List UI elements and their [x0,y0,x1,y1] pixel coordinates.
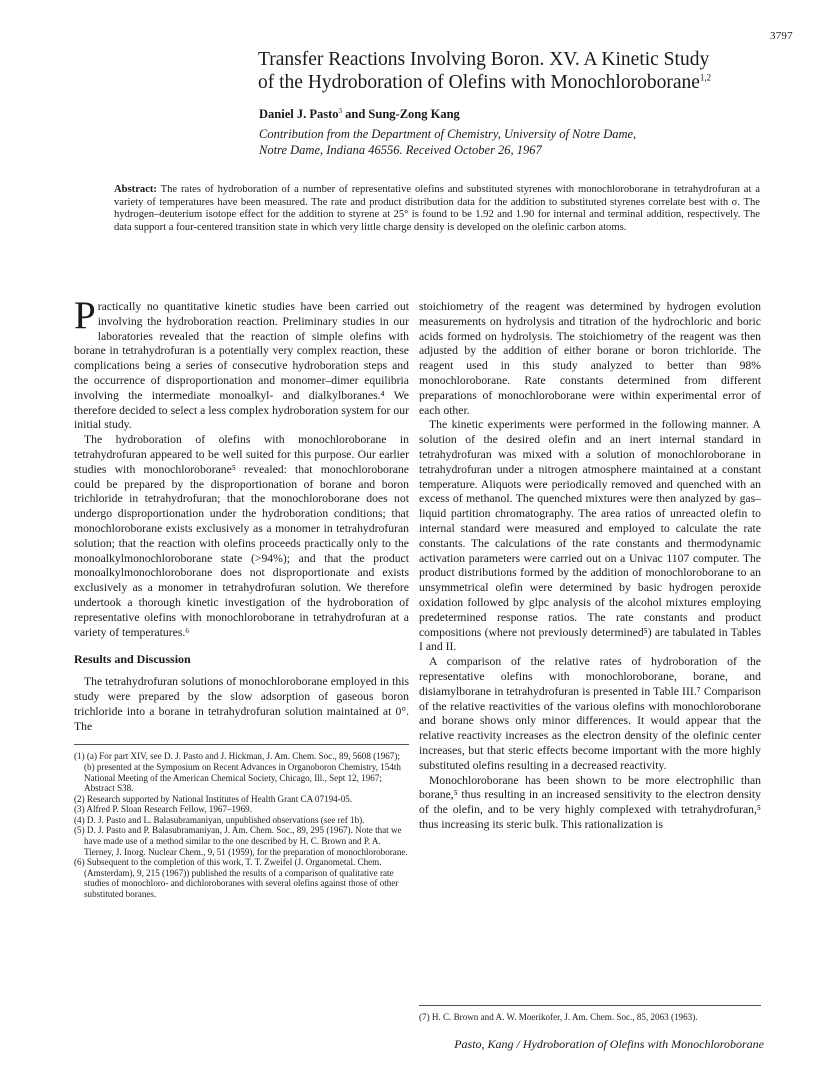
intro-paragraph-text: ractically no quantitative kinetic studies have been carried out involving the hydroboration reaction. Preliminary studies in our laboratories revealed that the reaction of simple olefins with borane in tetrahydrofuran is a potentially very complex reaction, these complications being a series of consecutive hydroboration steps and the occurrence of disproportionation and monomer–dimer equilibria involving the intermediate monoalkyl- and dialkylboranes.⁴ We therefore decided to select a less complex hydroboration system for our initial study. [74,300,409,432]
title-line-2: of the Hydroboration of Olefins with Monochloroborane [258,72,700,93]
footnote-6: (6) Subsequent to the completion of this work, T. T. Zweifel (J. Organometal. Chem. (Amsterdam), 9, 215 (1967)) published the results of a comparison of qualitative rate studies of monochloro- and dichloroboranes with several olefins against those of other substituted boranes. [74,857,399,900]
body-paragraph: The kinetic experiments were performed in the following manner. A solution of the desired olefin and an inert internal standard in tetrahydrofuran was mixed with a solution of monochloroborane in tetrahydrofuran under a nitrogen atmosphere maintained at a constant temperature. Aliquots were periodically removed and quenched with an excess of methanol. The quenched mixtures were then analyzed by gas–liquid partition chromatography. The area ratios of unreacted olefin to internal standard were measured and employed to calculate the rate constants. The calculations of the rate constants and thermodynamic activation parameters were carried out on a Univac 1107 computer. The product distributions formed by the addition of monochloroborane to an unsymmetrical olefin were determined by basic hydrogen peroxide oxidation followed by glpc analysis of the alcohol mixtures employing predetermined response ratios. The rate constants and product compositions (where not previously determined⁵) are tabulated in Tables I and II. [419,418,761,654]
right-column [419,300,761,833]
footnote-divider [419,1005,761,1006]
title-line-1: Transfer Reactions Involving Boron. XV. A Kinetic Study [258,49,710,70]
footnote-3: (3) Alfred P. Sloan Research Fellow, 1967–1969. [74,804,252,815]
page-number: 3797 [770,30,793,42]
footnote-4: (4) D. J. Pasto and L. Balasubramaniyan, unpublished observations (see ref 1b). [74,814,365,825]
body-paragraph: Monochloroborane has been shown to be more electrophilic than borane,⁵ thus resulting in an increased sensitivity to the electron density of the olefin, and to be very highly complexed with tetrahydrofuran,⁵ thus increasing its steric bulk. This rationalization is [419,773,761,831]
footnotes [74,751,409,899]
title-footnote-refs: 1,2 [699,72,712,83]
author-kang: and Sung-Zong Kang [342,107,460,121]
left-column [74,294,409,900]
abstract [114,184,760,234]
body-paragraph: A comparison of the relative rates of hydroboration of the representative olefins with monochloroborane, borane, and disiamylborane in tetrahydrofuran is presented in Table III.⁷ Comparison of the relative reactivities of the various olefins with monochloroborane and borane shows only minor differences. It would appear that the relative reactivity increases as the electron density of the olefinic center increases, but that steric effects become important with the more highly substituted olefins resulting in a decreased reactivity. [419,655,761,772]
abstract-text: The rates of hydroboration of a number of representative olefins and substituted styrenes with monochloroborane in tetrahydrofuran at a variety of temperatures have been measured. The rate and product distribution data for the addition to substituted styrenes correlate best with σ. The hydrogen–deuterium isotope effect for the addition to styrene at 25° is found to be 1.92 and 1.90 for internal and terminal addition, respectively. The data support a four-centered transition state in which very little charge density is developed on the olefinic carbon atoms. [114,184,760,233]
footnote-divider [74,744,409,745]
authors [259,107,759,122]
footnotes-right [419,1005,761,1023]
section-heading: Results and Discussion [74,652,191,667]
affiliation [259,126,779,158]
body-paragraph: stoichiometry of the reagent was determined by hydrogen evolution measurements on hydrolysis and titration of the hydrochloric and boric acids formed on hydrolysis. The stoichiometry of the reagent was then adjusted by the addition of either borane or boron trichloride. The reagent used in this study analyzed to better than 98% monochloroborane. Rate constants determined from different preparations of monochloroborane were within experimental error of each other. [419,300,761,417]
abstract-label: Abstract: [114,184,157,195]
intro-paragraph [74,294,409,433]
footnote-7: (7) H. C. Brown and A. W. Moerikofer, J. Am. Chem. Soc., 85, 2063 (1963). [419,1012,698,1022]
body-paragraph: The tetrahydrofuran solutions of monochloroborane employed in this study were prepared by the slow adsorption of gaseous boron trichloride into a borane in tetrahydrofuran solution maintained at 0°. The [74,675,409,733]
affiliation-line-1: Contribution from the Department of Chemistry, University of Notre Dame, [259,127,637,141]
body-paragraph: The hydroboration of olefins with monochloroborane in tetrahydrofuran appeared to be well suited for this purpose. Our earlier studies with monochloroborane⁵ revealed: that monochloroborane could be prepared by the disproportionation of borane and boron trichloride in tetrahydrofuran; that the monochloroborane does not undergo disproportionation under the hydroboration conditions; that monochloroborane exists exclusively as a monomer in tetrahydrofuran solution; that the reaction with olefins proceeds practically only to the monoalkylmonochloroborane state (>94%); and that the product monoalkylmonochloroborane does not disproportionate and exists exclusively as a monomer in tetrahydrofuran solution. We therefore undertook a thorough kinetic investigation of the hydroboration of representative olefins with monochloroborane in tetrahydrofuran at a variety of temperatures.⁶ [74,433,409,639]
running-footer: Pasto, Kang / Hydroboration of Olefins with Monochloroborane [454,1037,764,1051]
footnote-1: (1) (a) For part XIV, see D. J. Pasto and J. Hickman, J. Am. Chem. Soc., 89, 5608 (1967); (b) presented at the Symposium on Recent Advances in Organoboron Chemistry, 154th National Meeting of the American Chemical Society, Chicago, Ill., Sept 12, 1967; Abstract S38. [74,751,401,794]
footnote-5: (5) D. J. Pasto and P. Balasubramaniyan, J. Am. Chem. Soc., 89, 295 (1967). Note that we have made use of a method similar to the one described by H. C. Brown and P. A. Tierney, J. Inorg. Nuclear Chem., 9, 51 (1959), for the preparation of monochloroborane. [74,825,408,857]
drop-cap: P [74,294,96,337]
author-pasto: Daniel J. Pasto [259,107,339,121]
footnote-2: (2) Research supported by National Institutes of Health Grant CA 07194-05. [74,793,353,804]
paper-title [258,48,778,94]
author-footnote-ref: 3 [338,106,343,115]
affiliation-line-2: Notre Dame, Indiana 46556. Received October 26, 1967 [259,143,542,157]
